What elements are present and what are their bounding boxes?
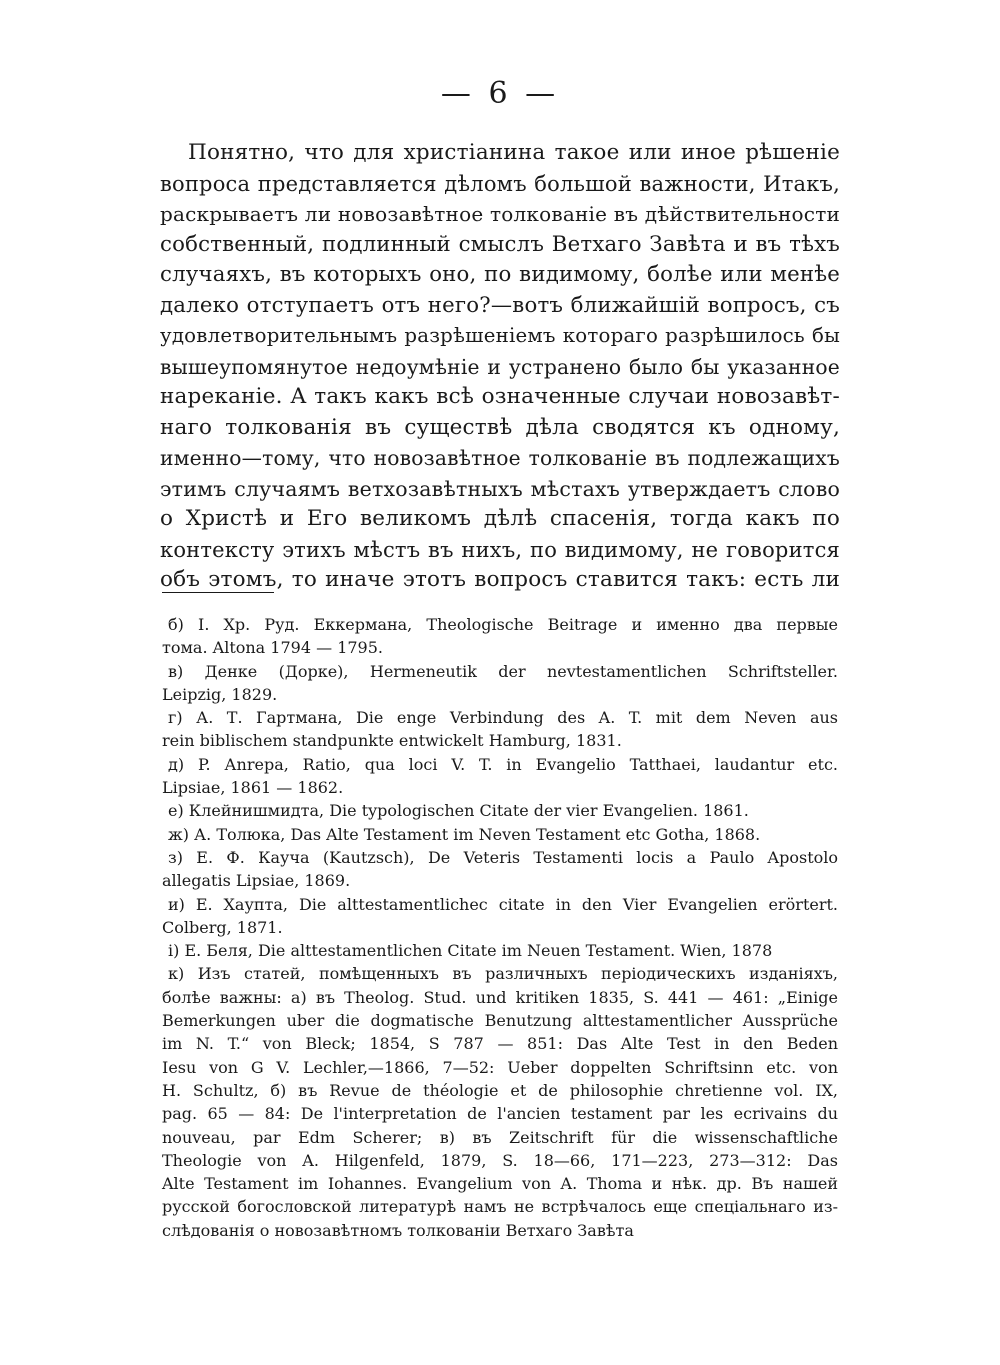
footnote (162, 799, 838, 822)
footnote-line: з) Е. Ф. Кауча (Kautzsch), De Veteris Testamenti locis a Paulo Apostolo (168, 847, 838, 867)
footnote-line: Alte Testament im Iohannes. Evangelium von A. Thoma и нѣк. др. Въ нашей (162, 1174, 838, 1194)
footnote-line: nouveau, par Edm Scherer; в) въ Zeitschrift für die wissenschaftliche (162, 1127, 838, 1147)
main-text (160, 138, 840, 596)
footnote-line: pag. 65 — 84: De l'interpretation de l'ancien testament par les ecrivains du (162, 1104, 838, 1124)
body-line: нареканіе. А такъ какъ всѣ означенные случаи новозавѣт- (160, 384, 840, 409)
footnote-line: тома. Altona 1794 — 1795. (162, 638, 383, 658)
body-line: контексту этихъ мѣстъ въ нихъ, по видимому, не говорится (160, 537, 840, 562)
body-line: собственный, подлинный смыслъ Ветхаго Завѣта и въ тѣхъ (160, 231, 840, 257)
body-line: этимъ случаямъ ветхозавѣтныхъ мѣстахъ утверждаетъ слово (160, 476, 840, 501)
footnote (162, 939, 838, 962)
footnote (162, 706, 838, 753)
footnote (162, 846, 838, 893)
footnote-line: г) А. Т. Гартмана, Die enge Verbindung des A. T. mit dem Neven aus (168, 708, 838, 728)
body-line: далеко отступаетъ отъ него?—вотъ ближайшій вопросъ, съ (160, 292, 840, 318)
body-line: раскрываетъ ли новозавѣтное толкованіе въ дѣйствительности (160, 202, 840, 226)
body-line: вопроса представляется дѣломъ большой важности, Итакъ, (160, 171, 840, 196)
body-line: вышеупомянутое недоумѣніе и устранено было бы указанное (160, 354, 840, 379)
footnote-line: и) Е. Хаупта, Die alttestamentlichec citate in den Vier Evangelien erörtert. (168, 894, 838, 914)
body-line: о Христѣ и Его великомъ дѣлѣ спасенія, тогда какъ по (160, 506, 840, 531)
footnote-line: е) Клейнишмидта, Die typologischen Citate der vier Evangelien. 1861. (168, 801, 749, 821)
footnote-line: Colberg, 1871. (162, 917, 283, 937)
footnote-line: в) Денке (Дорке), Hermeneutik der nevtestamentlichen Schriftsteller. (168, 661, 838, 681)
body-line: случаяхъ, въ которыхъ оно, по видимому, болѣе или менѣе (160, 262, 840, 287)
footnote-line: i) Е. Беля, Die alttestamentlichen Citate im Neuen Testament. Wien, 1878 (168, 941, 773, 961)
footnote-line: русской богословской литературѣ намъ не встрѣчалось еще спеціальнаго из- (162, 1197, 838, 1217)
footnote-line: rein biblischem standpunkte entwickelt Hamburg, 1831. (162, 731, 622, 751)
footnote-line: болѣе важны: а) въ Theolog. Stud. und kritiken 1835, S. 441 — 461: „Einige (162, 987, 838, 1007)
footnote-line: Iesu von G V. Lechler,—1866, 7—52: Ueber doppelten Schriftsinn etc. von (162, 1057, 838, 1077)
footnote-line: к) Изъ статей, помѣщенныхъ въ различныхъ періодическихъ изданіяхъ, (168, 964, 838, 984)
footnote-line: б) I. Хр. Руд. Еккермана, Theologische Beitrage и именно два первые (168, 615, 838, 634)
footnote-line: Lipsiae, 1861 — 1862. (162, 778, 344, 798)
page-number: — 6 — (440, 76, 560, 111)
footnote-line: ж) А. Толюка, Das Alte Testament im Neven Testament etc Gotha, 1868. (168, 824, 761, 844)
footnote-line: Bemerkungen uber die dogmatische Benutzung alttestamentlicher Aussprüche (162, 1011, 838, 1031)
body-line: объ этомъ, то иначе этотъ вопросъ ставится такъ: есть ли (160, 567, 840, 592)
footnote (162, 823, 838, 846)
footnote (162, 660, 838, 707)
footnote (162, 962, 838, 1242)
footnote-line: слѣдованія о новозавѣтномъ толкованіи Ветхаго Завѣта (162, 1220, 634, 1240)
footnote-line: allegatis Lipsiae, 1869. (162, 871, 351, 891)
footnote-line: Leipzig, 1829. (162, 684, 278, 704)
footnote-separator (162, 592, 274, 593)
footnote (162, 753, 838, 800)
footnote-line: im N. T.“ von Bleck; 1854, S 787 — 851: Das Alte Test in den Beden (162, 1034, 838, 1054)
footnote-line: д) P. Аnrepa, Ratio, qua loci V. T. in Evangelio Tatthaei, laudantur etc. (168, 754, 838, 774)
body-line: Понятно, что для христіанина такое или иное рѣшеніе (188, 140, 840, 165)
body-line: удовлетворительнымъ разрѣшеніемъ котораго разрѣшилось бы (160, 324, 840, 347)
footnotes (162, 613, 838, 1242)
body-line: именно—тому, что новозавѣтное толкованіе въ подлежащихъ (160, 446, 840, 470)
footnote-line: H. Schultz, б) въ Revue de théologie et de philosophie chretienne vol. IX, (162, 1080, 838, 1100)
footnote (162, 893, 838, 940)
footnote-line: Theologie von A. Hilgenfeld, 1879, S. 18—66, 171—223, 273—312: Das (162, 1150, 838, 1170)
footnote (162, 613, 838, 660)
body-line: наго толкованія въ существѣ дѣла сводятся къ одному, (160, 414, 840, 440)
